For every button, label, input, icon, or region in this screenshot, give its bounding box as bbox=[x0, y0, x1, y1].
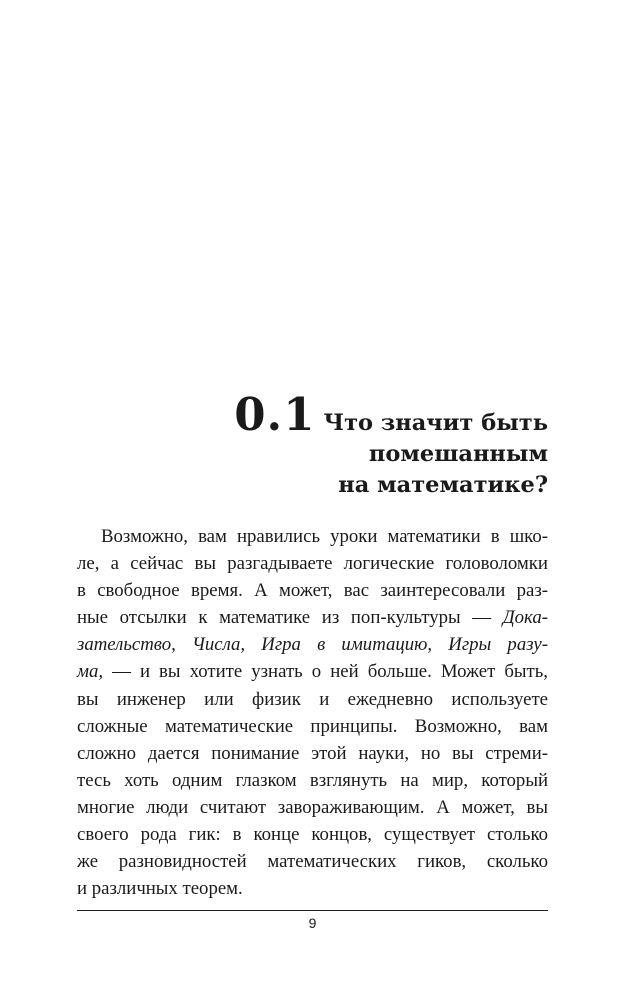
italic-title: зательство, Числа, Игра в имитацию, Игры разу- bbox=[77, 634, 548, 656]
italic-title: Дока- bbox=[502, 607, 548, 629]
paragraph-line: сложно дается понимание этой науки, но вы стреми- bbox=[77, 742, 548, 764]
body-paragraph bbox=[77, 523, 548, 902]
italic-title: ма, bbox=[77, 661, 104, 683]
page-number: 9 bbox=[308, 915, 317, 931]
paragraph-line: многие люди считают завораживающим. А может, вы bbox=[77, 796, 548, 818]
paragraph-line: ма, — и вы хотите узнать о ней больше. Может быть, bbox=[77, 661, 548, 683]
paragraph-line: же разновидностей математических гиков, сколько bbox=[77, 851, 548, 873]
paragraph-line: ные отсылки к математике из поп-культуры — Дока- bbox=[77, 607, 548, 629]
paragraph-line: Возможно, вам нравились уроки математики в шко- bbox=[101, 526, 548, 547]
footer-divider bbox=[77, 910, 548, 911]
section-title-line-3: на математике? bbox=[338, 472, 548, 498]
paragraph-line: вы инженер или физик и ежедневно используете bbox=[77, 688, 548, 710]
paragraph-line: тесь хоть одним глазком взглянуть на мир, который bbox=[77, 769, 548, 791]
paragraph-line: сложные математические принципы. Возможно, вам bbox=[77, 715, 548, 737]
section-heading bbox=[108, 388, 548, 501]
section-number: 0.1 bbox=[234, 388, 316, 441]
section-title-line-1: Что значит быть bbox=[323, 410, 548, 436]
paragraph-line: ле, а сейчас вы разгадываете логические головоломки bbox=[77, 553, 548, 575]
section-heading-first-line bbox=[108, 388, 548, 441]
paragraph-line: и различных теорем. bbox=[77, 878, 243, 900]
paragraph-line: своего рода гик: в конце концов, существует столько bbox=[77, 824, 548, 846]
section-title-line-2: помешанным bbox=[368, 441, 548, 467]
paragraph-line bbox=[77, 631, 548, 658]
paragraph-line: в свободное время. А может, вас заинтересовали раз- bbox=[77, 580, 548, 602]
